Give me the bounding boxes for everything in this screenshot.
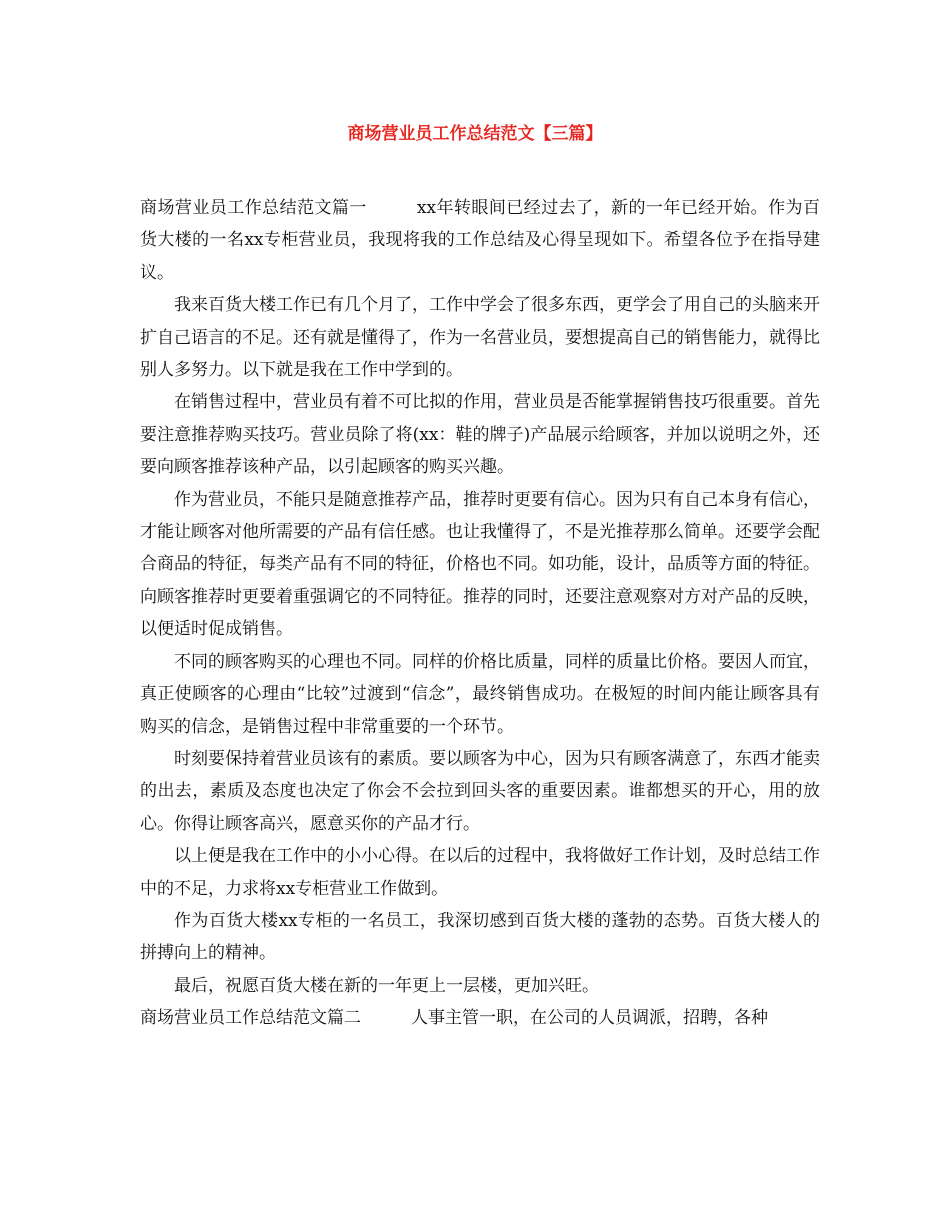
section-one-intro	[140, 192, 820, 289]
body-paragraph: 在销售过程中，营业员有着不可比拟的作用，营业员是否能掌握销售技巧很重要。首先要注意推荐购买技巧。营业员除了将(xx：鞋的牌子)产品展示给顾客，并加以说明之外，还要向顾客推荐该种产品，以引起顾客的购买兴趣。	[140, 392, 820, 478]
body-paragraph: 最后，祝愿百货大楼在新的一年更上一层楼，更加兴旺。	[174, 975, 599, 996]
body-paragraph: 以上便是我在工作中的小小心得。在以后的过程中，我将做好工作计划，及时总结工作中的不足，力求将xx专柜营业工作做到。	[140, 846, 820, 899]
document-body	[140, 192, 820, 1035]
body-paragraph: 我来百货大楼工作已有几个月了，工作中学会了很多东西，更学会了用自己的头脑来开扩自己语言的不足。还有就是懂得了，作为一名营业员，要想提高自己的销售能力，就得比别人多努力。以下就是我在工作中学到的。	[140, 295, 820, 381]
body-paragraph: 时刻要保持着营业员该有的素质。要以顾客为中心，因为只有顾客满意了，东西才能卖的出去，素质及态度也决定了你会不会拉到回头客的重要因素。谁都想买的开心，用的放心。你得让顾客高兴，愿意买你的产品才行。	[140, 748, 820, 834]
body-paragraph: 不同的顾客购买的心理也不同。同样的价格比质量，同样的质量比价格。要因人而宜，真正使顾客的心理由“比较”过渡到“信念”，最终销售成功。在极短的时间内能让顾客具有购买的信念，是销售过程中非常重要的一个环节。	[140, 651, 820, 737]
section-two-intro	[140, 1002, 820, 1034]
document-title: 商场营业员工作总结范文【三篇】	[347, 124, 603, 144]
section-two-lead: 人事主管一职，在公司的人员调派，招聘，各种	[411, 1008, 768, 1029]
body-paragraph: 作为百货大楼xx专柜的一名员工，我深切感到百货大楼的蓬勃的态势。百货大楼人的拼搏向上的精神。	[140, 910, 820, 964]
section-one-heading: 商场营业员工作总结范文篇一	[140, 198, 367, 218]
section-two-heading: 商场营业员工作总结范文篇二	[140, 1008, 361, 1029]
section-one-lead: xx年转眼间已经过去了，新的一年已经开始。作为百货大楼的一名xx专柜营业员，我现将我的工作总结及心得呈现如下。希望各位予在指导建议。	[140, 198, 820, 283]
body-paragraph: 作为营业员，不能只是随意推荐产品，推荐时更要有信心。因为只有自己本身有信心，才能让顾客对他所需要的产品有信任感。也让我懂得了，不是光推荐那么简单。还要学会配合商品的特征，每类产品有不同的特征，价格也不同。如功能，设计，品质等方面的特征。向顾客推荐时更要着重强调它的不同特征。推荐的同时，还要注意观察对方对产品的反映，以便适时促成销售。	[140, 489, 820, 640]
